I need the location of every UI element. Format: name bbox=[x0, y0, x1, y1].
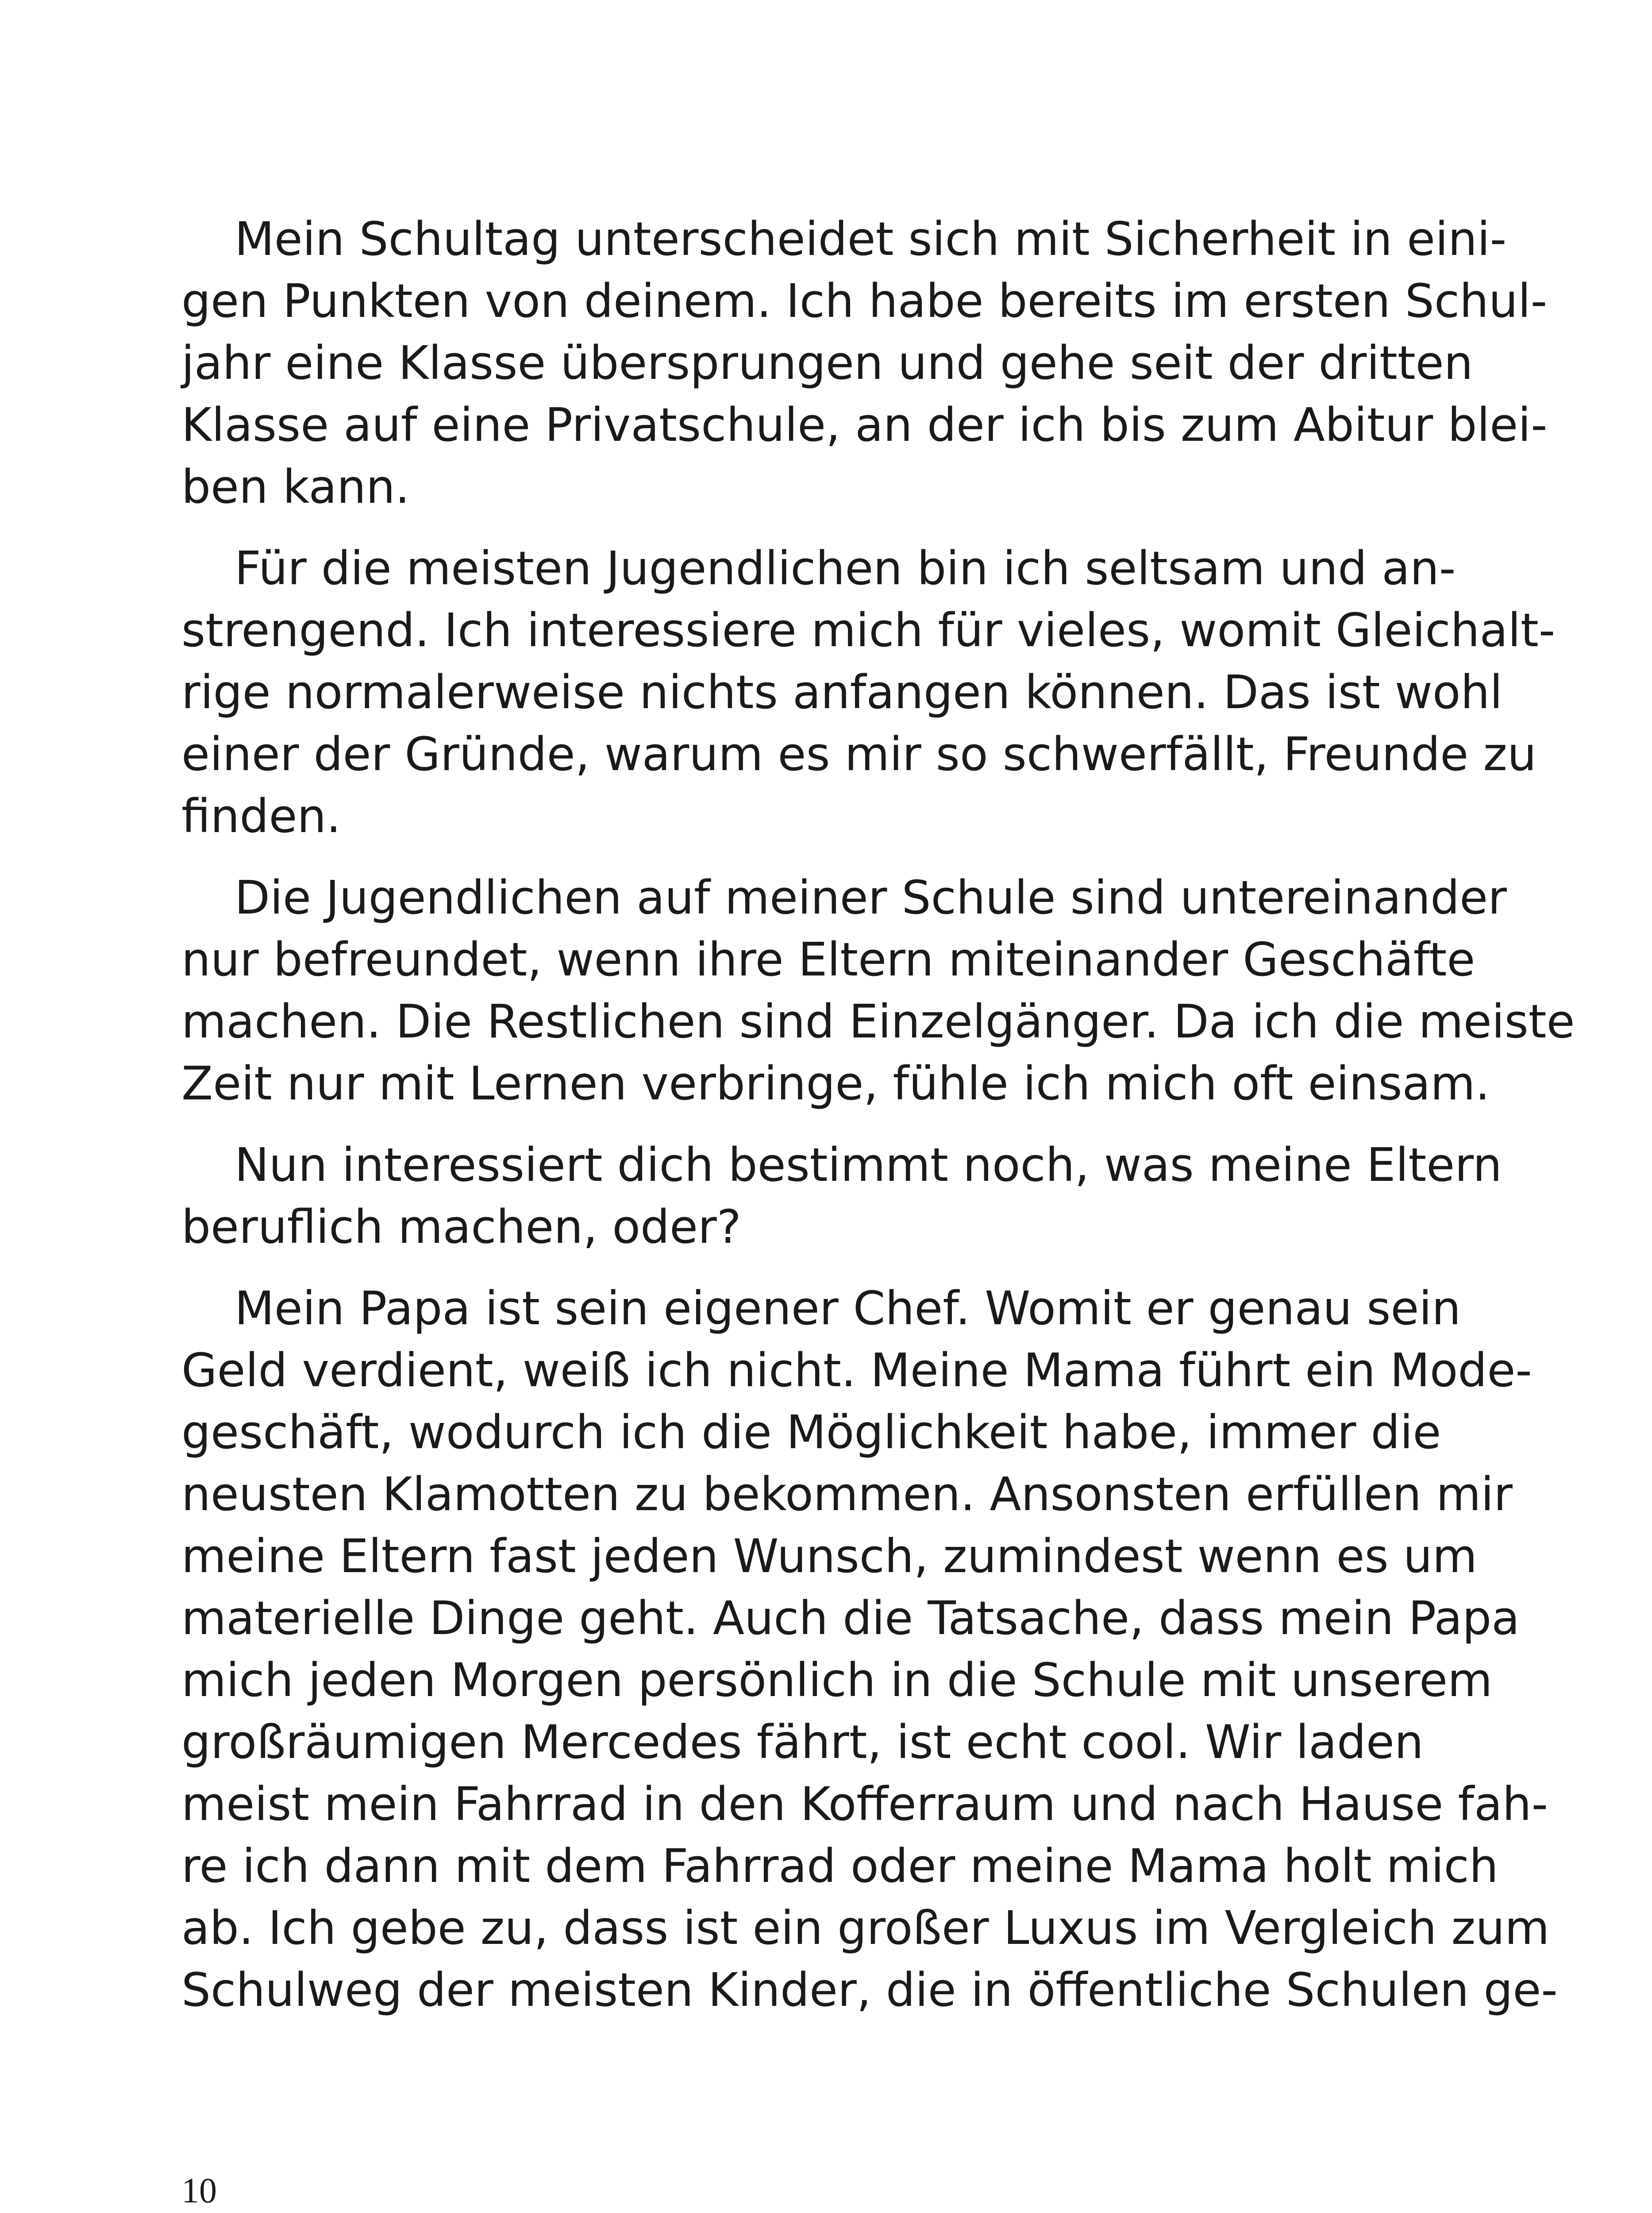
page-number: 10 bbox=[181, 2171, 217, 2210]
text-line: rige normalerweise nichts anfangen können. Das ist wohl bbox=[181, 665, 1503, 719]
text-line: Die Jugendlichen auf meiner Schule sind untereinander bbox=[235, 871, 1507, 925]
text-line: Nun interessiert dich bestimmt noch, was meine Eltern bbox=[235, 1138, 1502, 1192]
text-line: meine Eltern fast jeden Wunsch, zumindest wenn es um bbox=[181, 1529, 1477, 1583]
text-line: neusten Klamotten zu bekommen. Ansonsten erfüllen mir bbox=[181, 1467, 1513, 1521]
text-line: machen. Die Restlichen sind Einzelgänger. Da ich die meiste bbox=[181, 995, 1575, 1049]
text-line: Mein Schultag unterscheidet sich mit Sicherheit in eini- bbox=[235, 212, 1507, 266]
paragraph-4 bbox=[181, 1134, 1502, 1258]
text-line: meist mein Fahrrad in den Kofferraum und nach Hause fah- bbox=[181, 1777, 1548, 1831]
paragraph-1 bbox=[181, 208, 1548, 518]
text-line: Zeit nur mit Lernen verbringe, fühle ich mich oft einsam. bbox=[181, 1056, 1490, 1110]
text-line: Mein Papa ist sein eigener Chef. Womit er genau sein bbox=[235, 1281, 1461, 1335]
text-line: ab. Ich gebe zu, dass ist ein großer Luxus im Vergleich zum bbox=[181, 1901, 1550, 1955]
text-line: Für die meisten Jugendlichen bin ich seltsam und an- bbox=[235, 541, 1456, 595]
text-line: Geld verdient, weiß ich nicht. Meine Mama führt ein Mode- bbox=[181, 1343, 1532, 1397]
text-line: mich jeden Morgen persönlich in die Schule mit unserem bbox=[181, 1653, 1493, 1707]
text-line: nur befreundet, wenn ihre Eltern miteinander Geschäfte bbox=[181, 933, 1475, 987]
text-line: ben kann. bbox=[181, 460, 410, 514]
body-text bbox=[181, 208, 1575, 2040]
paragraph-5 bbox=[181, 1277, 1558, 2021]
paragraph-3 bbox=[181, 867, 1575, 1114]
text-line: großräumigen Mercedes fährt, ist echt cool. Wir laden bbox=[181, 1715, 1424, 1769]
text-line: geschäft, wodurch ich die Möglichkeit habe, immer die bbox=[181, 1405, 1441, 1459]
text-line: finden. bbox=[181, 789, 341, 843]
text-line: re ich dann mit dem Fahrrad oder meine Mama holt mich bbox=[181, 1839, 1498, 1893]
text-line: strengend. Ich interessiere mich für vieles, womit Gleichalt- bbox=[181, 603, 1556, 657]
text-line: Klasse auf eine Privatschule, an der ich bis zum Abitur blei- bbox=[181, 398, 1548, 452]
text-line: gen Punkten von deinem. Ich habe bereits im ersten Schul- bbox=[181, 274, 1548, 328]
text-line: Schulweg der meisten Kinder, die in öffentliche Schulen ge- bbox=[181, 1963, 1558, 2017]
text-line: beruflich machen, oder? bbox=[181, 1200, 741, 1254]
text-line: einer der Gründe, warum es mir so schwerfällt, Freunde zu bbox=[181, 727, 1536, 781]
paragraph-2 bbox=[181, 537, 1556, 847]
text-line: jahr eine Klasse übersprungen und gehe seit der dritten bbox=[181, 336, 1473, 390]
text-line: materielle Dinge geht. Auch die Tatsache, dass mein Papa bbox=[181, 1591, 1520, 1645]
